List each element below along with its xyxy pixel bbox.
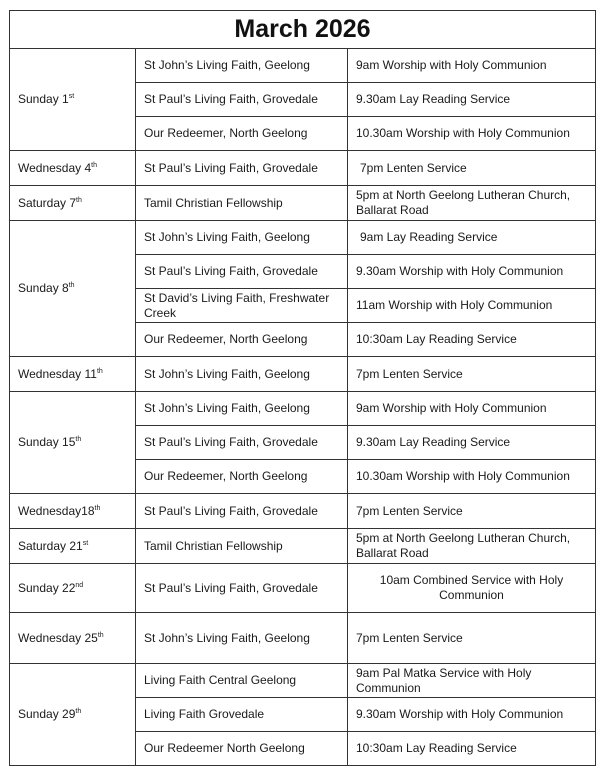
day-label: Wednesday18 [18,503,95,518]
day-label: Saturday 21 [18,538,83,553]
service-row [10,494,596,529]
location-cell: St Paul’s Living Faith, Grovedale [136,426,348,460]
day-cell [10,357,136,392]
service-row [10,529,596,564]
day-label: Sunday 29 [18,707,76,721]
day-ordinal-suffix: st [82,539,89,547]
location-cell: Living Faith Grovedale [136,698,348,732]
service-row [10,564,596,613]
service-cell: 7pm Lenten Service [348,494,596,529]
service-cell: 9.30am Worship with Holy Communion [348,255,596,289]
day-label: Sunday 8 [18,281,69,295]
day-ordinal-suffix: nd [75,581,84,589]
location-cell: St John’s Living Faith, Geelong [136,392,348,426]
title-row [10,11,596,49]
service-cell: 10:30am Lay Reading Service [348,732,596,766]
day-ordinal-suffix: st [68,93,75,100]
service-cell: 9am Pal Matka Service with Holy Communion [348,664,596,698]
service-cell: 9am Worship with Holy Communion [348,49,596,83]
day-cell [10,186,136,221]
day-cell [10,49,136,151]
location-cell: Tamil Christian Fellowship [136,529,348,564]
day-ordinal-suffix: th [96,367,103,375]
day-ordinal-suffix: th [94,504,101,512]
location-cell: St John’s Living Faith, Geelong [136,49,348,83]
service-cell: 9.30am Lay Reading Service [348,426,596,460]
location-cell: St Paul’s Living Faith, Grovedale [136,564,348,613]
day-cell [10,151,136,186]
service-row [10,49,596,83]
service-row [10,664,596,698]
day-label: Sunday 1 [18,92,69,106]
service-cell: 10.30am Worship with Holy Communion [348,117,596,151]
location-cell: Our Redeemer North Geelong [136,732,348,766]
location-cell: St David’s Living Faith, Freshwater Creek [136,289,348,323]
service-row [10,186,596,221]
service-cell: 10am Combined Service with Holy Communion [348,564,596,613]
service-cell: 7pm Lenten Service [348,613,596,664]
service-row [10,221,596,255]
day-ordinal-suffix: th [97,631,104,639]
day-label: Wednesday 11 [18,366,97,381]
month-title: March 2026 [10,11,596,49]
service-cell: 9.30am Lay Reading Service [348,83,596,117]
day-ordinal-suffix: th [76,196,82,204]
day-cell [10,392,136,494]
service-cell: 5pm at North Geelong Lutheran Church, Ballarat Road [348,186,596,221]
location-cell: St Paul’s Living Faith, Grovedale [136,151,348,186]
day-cell [10,529,136,564]
day-ordinal-suffix: th [91,161,98,169]
service-cell: 10.30am Worship with Holy Communion [348,460,596,494]
day-cell [10,494,136,529]
day-label: Sunday 22 [18,580,76,595]
service-cell: 9am Worship with Holy Communion [348,392,596,426]
day-cell [10,613,136,664]
schedule-sheet [9,10,596,766]
day-ordinal-suffix: th [75,708,82,715]
location-cell: St Paul’s Living Faith, Grovedale [136,83,348,117]
day-cell [10,564,136,613]
service-row [10,357,596,392]
location-cell: Living Faith Central Geelong [136,664,348,698]
service-cell: 11am Worship with Holy Communion [348,289,596,323]
day-label: Saturday 7 [18,195,77,210]
location-cell: Our Redeemer, North Geelong [136,460,348,494]
day-label: Wednesday 4 [18,160,92,175]
service-row [10,151,596,186]
service-cell: 10:30am Lay Reading Service [348,323,596,357]
day-cell [10,664,136,766]
service-cell: 7pm Lenten Service [348,357,596,392]
service-cell: 9am Lay Reading Service [348,221,596,255]
location-cell: St Paul’s Living Faith, Grovedale [136,494,348,529]
service-cell: 7pm Lenten Service [348,151,596,186]
location-cell: St John’s Living Faith, Geelong [136,357,348,392]
service-cell: 9.30am Worship with Holy Communion [348,698,596,732]
service-schedule-table [9,10,596,766]
location-cell: St John’s Living Faith, Geelong [136,221,348,255]
day-label: Wednesday 25 [18,630,98,645]
location-cell: Tamil Christian Fellowship [136,186,348,221]
service-row [10,613,596,664]
service-row [10,392,596,426]
day-ordinal-suffix: th [68,282,75,289]
day-cell [10,221,136,357]
location-cell: St Paul’s Living Faith, Grovedale [136,255,348,289]
location-cell: Our Redeemer, North Geelong [136,323,348,357]
day-label: Sunday 15 [18,435,76,449]
day-ordinal-suffix: th [75,436,82,443]
location-cell: Our Redeemer, North Geelong [136,117,348,151]
location-cell: St John’s Living Faith, Geelong [136,613,348,664]
service-cell: 5pm at North Geelong Lutheran Church, Ballarat Road [348,529,596,564]
